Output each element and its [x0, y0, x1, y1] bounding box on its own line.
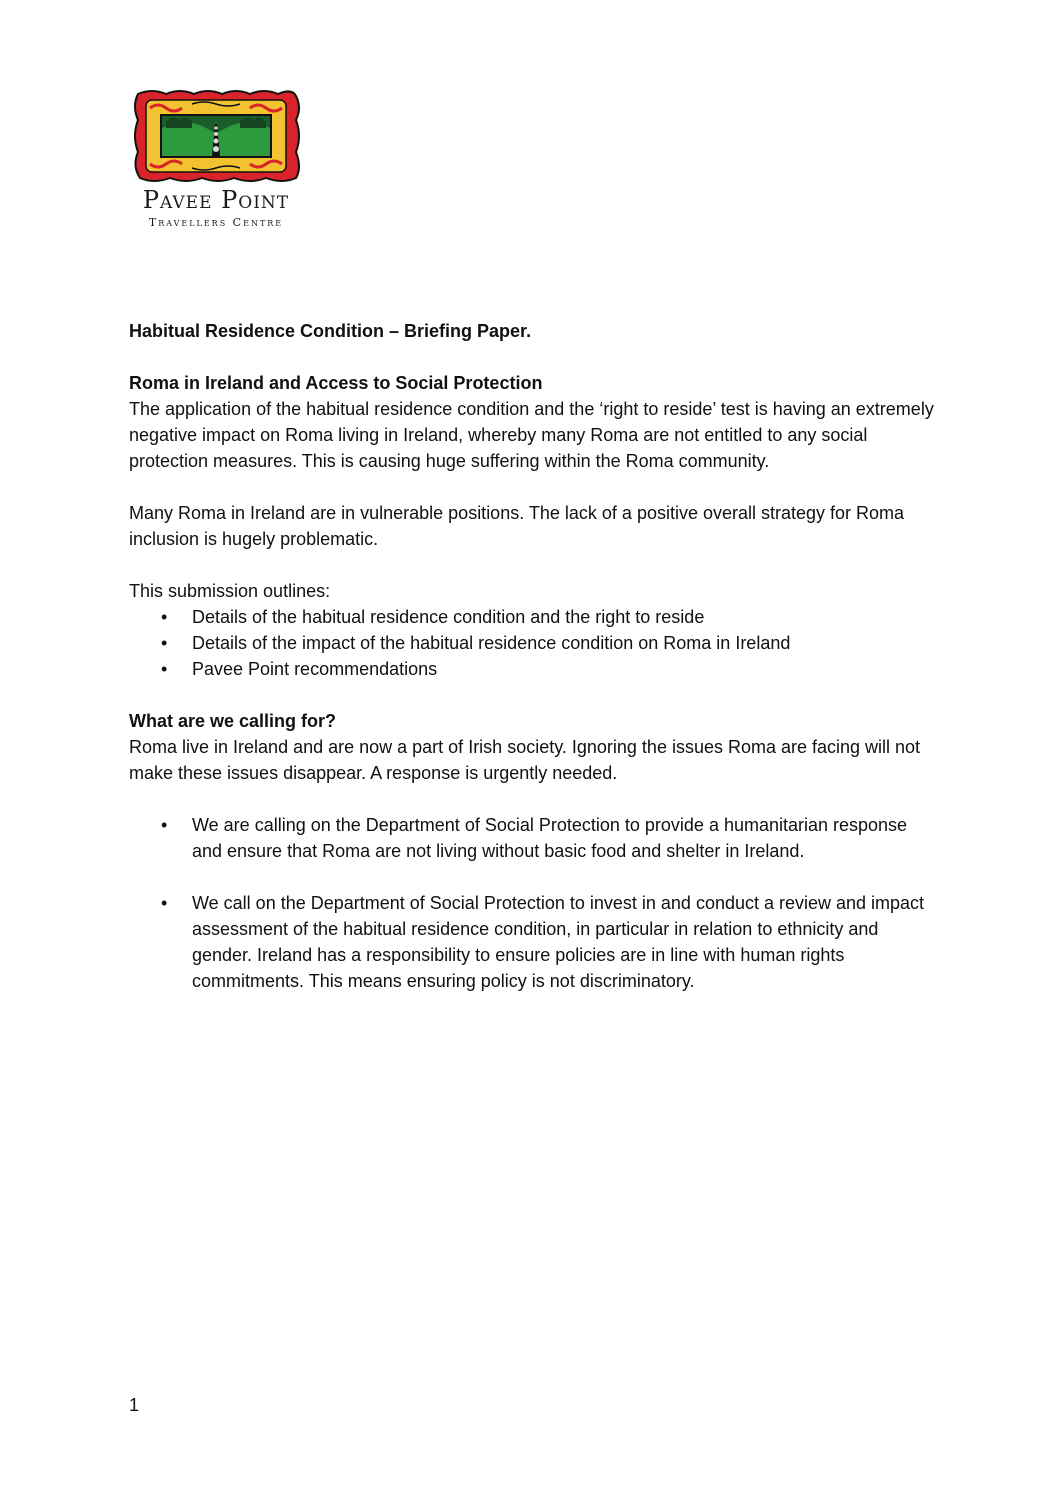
document-body	[129, 318, 939, 1020]
bullet-icon: •	[161, 659, 168, 679]
logo-wordmark	[128, 186, 304, 230]
list-item-text: We are calling on the Department of Social Protection to provide a humanitarian response and ensure that Roma are not living without basic food and shelter in Ireland.	[192, 815, 908, 861]
bullet-icon: •	[161, 633, 168, 653]
list-item	[129, 630, 939, 656]
logo-subtitle: Travellers Centre	[148, 216, 284, 229]
section-heading-roma-access: Roma in Ireland and Access to Social Protection	[129, 373, 543, 393]
list-item-text: We call on the Department of Social Protection to invest in and conduct a review and impact assessment of the habitual residence condition, in particular in relation to ethnicity and gender. Ireland has a responsibility to ensure policies are in line with human rights commitments. This means ensuring policy is not discriminatory.	[192, 893, 925, 991]
paragraph-roma-in-ireland: Roma live in Ireland and are now a part of Irish society. Ignoring the issues Roma are facing will not make these issues disappear. A response is urgently needed.	[129, 737, 921, 783]
section-heading-calling-for: What are we calling for?	[129, 711, 337, 731]
list-item	[129, 604, 939, 630]
list-item	[129, 812, 939, 864]
outline-list	[129, 604, 939, 682]
calls-list	[129, 812, 939, 994]
document-title: Habitual Residence Condition – Briefing Paper.	[129, 321, 532, 341]
logo-emblem-icon	[132, 88, 300, 184]
bullet-icon: •	[161, 607, 168, 627]
list-item	[129, 656, 939, 682]
pavee-point-logo	[128, 86, 304, 236]
list-item-text: Details of the impact of the habitual residence condition on Roma in Ireland	[192, 633, 791, 653]
logo-name: Pavee Point	[142, 186, 290, 214]
bullet-icon: •	[161, 893, 168, 913]
list-item-text: Pavee Point recommendations	[192, 659, 438, 679]
paragraph-impact: The application of the habitual residence condition and the ‘right to reside’ test is having an extremely negative impact on Roma living in Ireland, whereby many Roma are not entitled to any social protection measures. This is causing huge suffering within the Roma community.	[129, 399, 934, 471]
page-number: 1	[129, 1395, 140, 1415]
bullet-icon: •	[161, 815, 168, 835]
outline-intro: This submission outlines:	[129, 581, 331, 601]
paragraph-vulnerable: Many Roma in Ireland are in vulnerable positions. The lack of a positive overall strategy for Roma inclusion is hugely problematic.	[129, 503, 905, 549]
list-item	[129, 890, 939, 994]
list-item-text: Details of the habitual residence condition and the right to reside	[192, 607, 705, 627]
